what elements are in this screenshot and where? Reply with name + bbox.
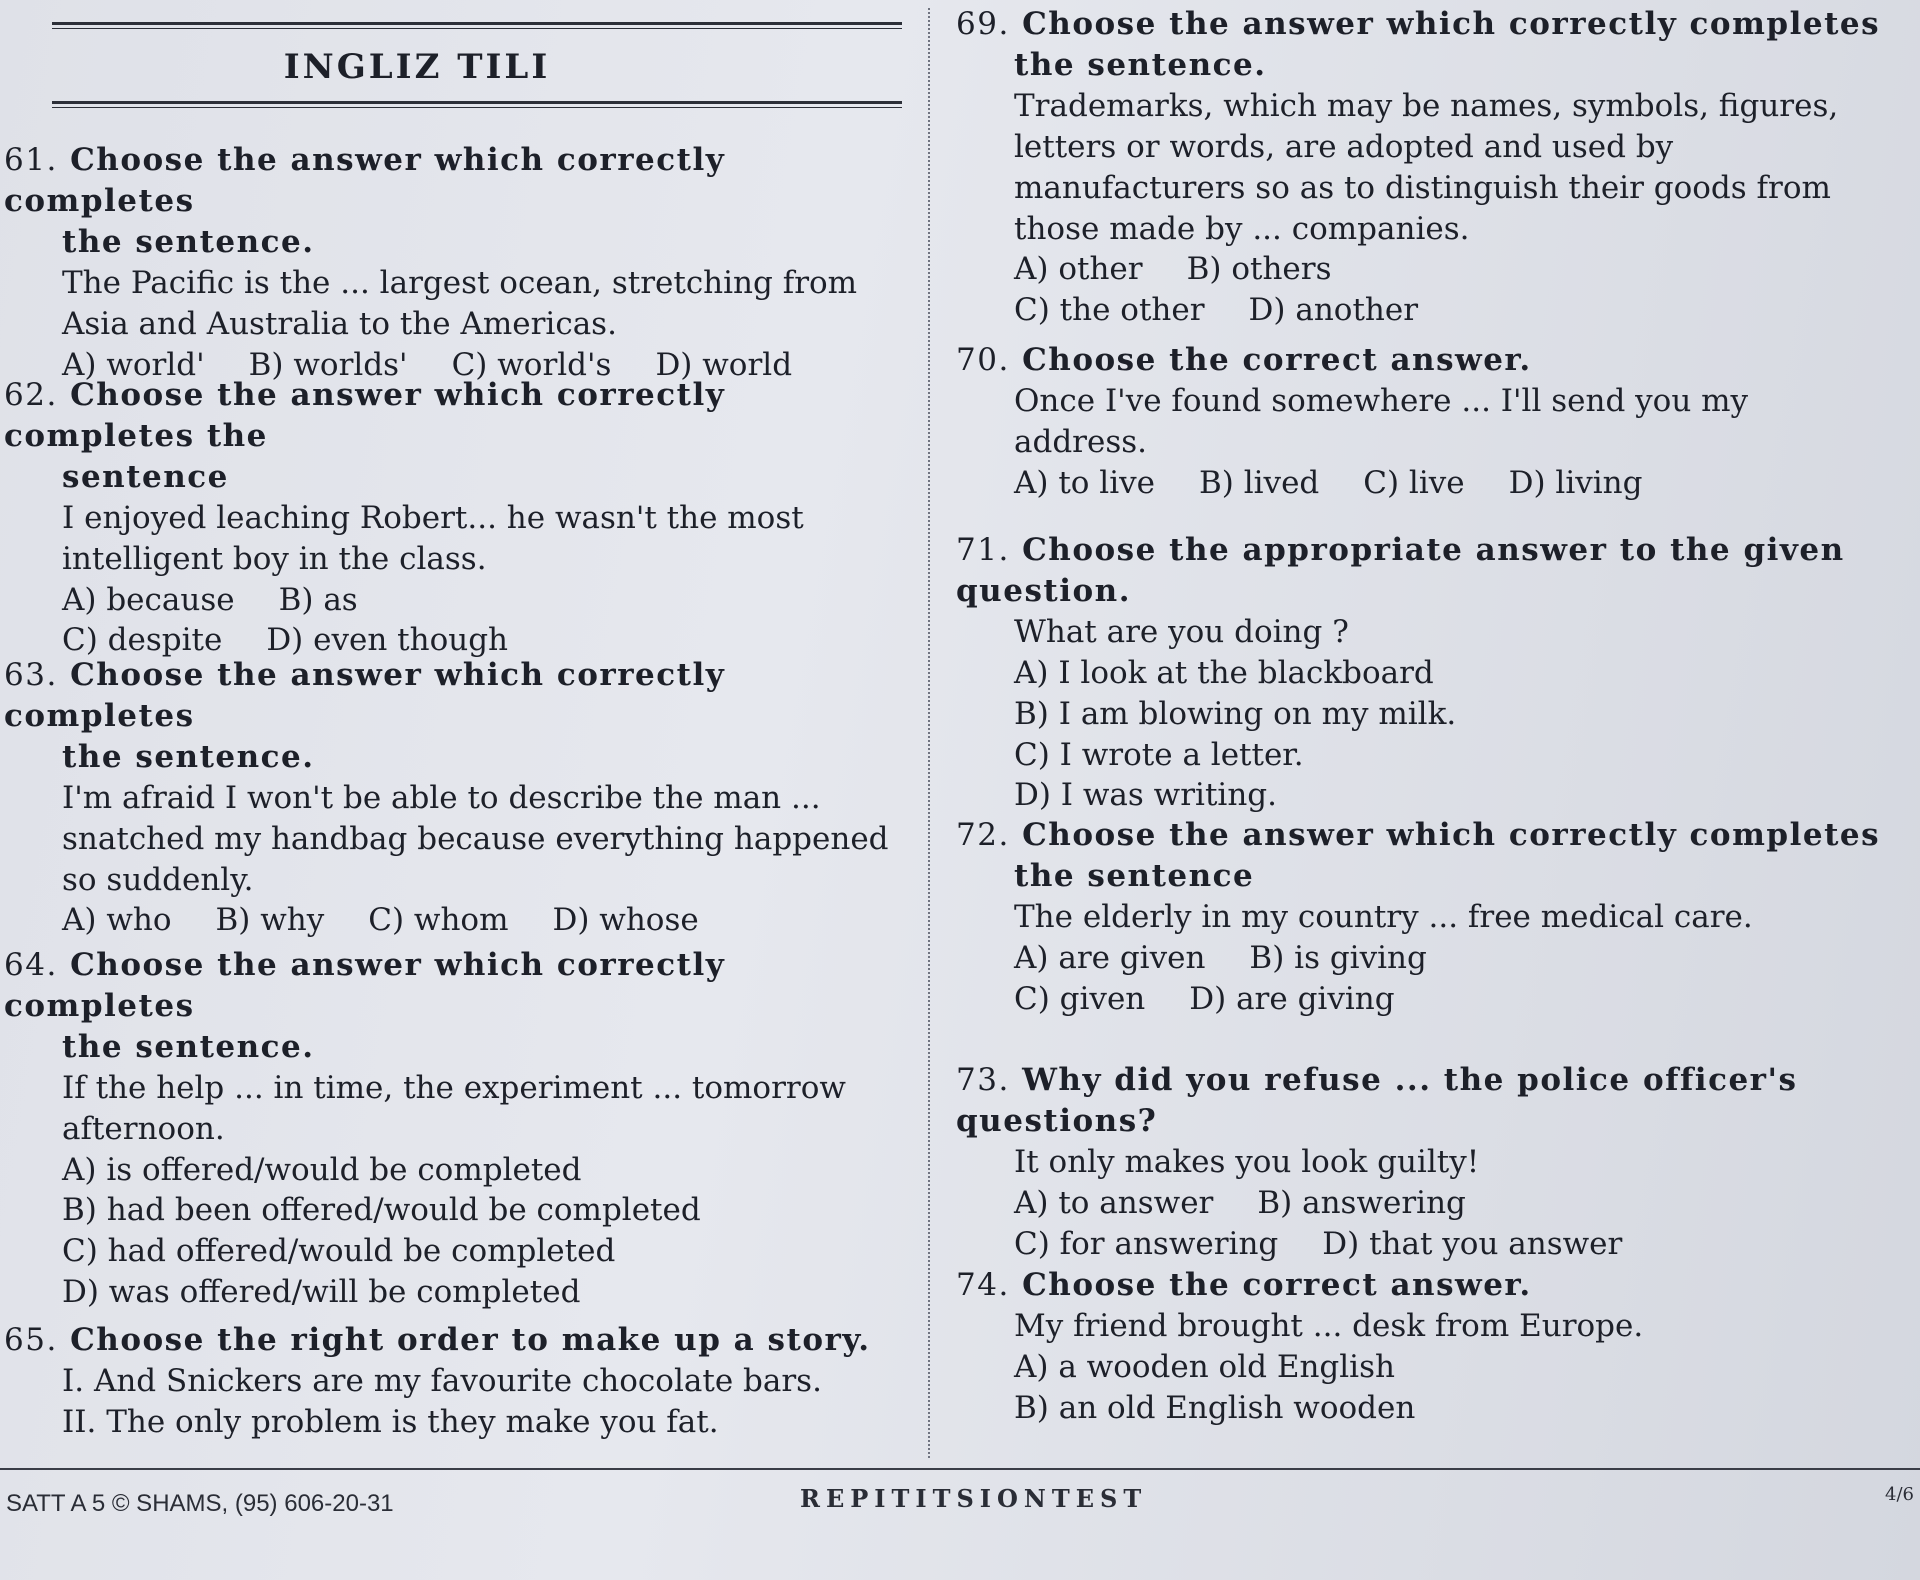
question-stem-line: those made by ... companies. — [1014, 210, 1470, 247]
answer-option[interactable]: A) who — [62, 902, 172, 939]
question-65 — [4, 1320, 894, 1443]
question-stem-line: I'm afraid I won't be able to describe the man ... — [62, 779, 821, 816]
question-prompt-continued: the sentence. — [62, 223, 315, 260]
question-stem-line: afternoon. — [62, 1110, 225, 1147]
answer-options-row — [956, 463, 1896, 504]
answer-option[interactable]: B) as — [278, 581, 358, 618]
answer-options-row — [956, 653, 1896, 694]
question-prompt — [956, 1060, 1896, 1142]
answer-options-row — [4, 1190, 894, 1231]
answer-option[interactable]: D) that you answer — [1322, 1225, 1623, 1262]
title-rule-top — [52, 22, 902, 29]
answer-option[interactable]: D) was offered/will be completed — [62, 1274, 581, 1311]
answer-options-row — [956, 1347, 1896, 1388]
question-stem-line: II. The only problem is they make you fat. — [62, 1403, 719, 1440]
answer-option[interactable]: B) why — [215, 902, 325, 939]
answer-option[interactable]: D) even though — [266, 622, 509, 659]
answer-option[interactable]: A) a wooden old English — [1014, 1348, 1395, 1385]
answer-options-row — [956, 1183, 1896, 1224]
question-prompt — [4, 1320, 894, 1361]
answer-option[interactable]: D) I was writing. — [1014, 777, 1277, 814]
question-73 — [956, 1060, 1896, 1265]
question-63 — [4, 655, 894, 941]
question-stem-line: Once I've found somewhere ... I'll send you my — [1014, 382, 1749, 419]
question-prompt-text: Choose the appropriate answer to the given question. — [956, 532, 1845, 609]
question-number: 62. — [4, 377, 58, 413]
title-block — [52, 22, 902, 108]
question-stem-line: Asia and Australia to the Americas. — [62, 305, 617, 342]
question-prompt — [4, 945, 894, 1027]
question-prompt-text: Choose the answer which correctly completes — [4, 657, 726, 734]
question-71 — [956, 530, 1896, 816]
question-74 — [956, 1265, 1896, 1429]
question-64 — [4, 945, 894, 1313]
question-stem-line: address. — [1014, 423, 1148, 460]
answer-option[interactable]: A) world' — [62, 346, 205, 383]
answer-options-row — [956, 249, 1896, 290]
answer-option[interactable]: C) live — [1363, 464, 1465, 501]
answer-options-row — [956, 938, 1896, 979]
answer-option[interactable]: C) whom — [368, 902, 509, 939]
answer-option[interactable]: D) another — [1248, 292, 1419, 329]
question-prompt — [956, 4, 1896, 45]
question-prompt-text: Choose the correct answer. — [1022, 342, 1532, 378]
question-prompt-continued: the sentence. — [1014, 46, 1267, 83]
question-prompt-text: Choose the answer which correctly completes — [4, 947, 726, 1024]
answer-option[interactable]: C) the other — [1014, 292, 1205, 329]
answer-options-row — [956, 694, 1896, 735]
answer-options-row — [956, 1388, 1896, 1429]
column-divider — [928, 8, 930, 1458]
question-number: 65. — [4, 1322, 58, 1358]
question-61 — [4, 140, 894, 385]
answer-option[interactable]: C) given — [1014, 980, 1146, 1017]
question-number: 71. — [956, 532, 1010, 568]
question-number: 74. — [956, 1267, 1010, 1303]
question-prompt-continued: sentence — [62, 458, 229, 495]
answer-option[interactable]: C) I wrote a letter. — [1014, 736, 1304, 773]
answer-option[interactable]: C) had offered/would be completed — [62, 1233, 616, 1270]
page-footer — [0, 1468, 1920, 1517]
question-stem-line: letters or words, are adopted and used by — [1014, 128, 1674, 165]
question-prompt-continued: the sentence — [1014, 857, 1255, 894]
question-stem-line: It only makes you look guilty! — [1014, 1143, 1480, 1180]
answer-option[interactable]: C) world's — [451, 346, 612, 383]
question-stem-line: so suddenly. — [62, 861, 254, 898]
answer-option[interactable]: A) because — [62, 581, 235, 618]
question-62 — [4, 375, 894, 661]
left-column — [0, 0, 915, 1460]
answer-options-row — [956, 290, 1896, 331]
answer-option[interactable]: B) an old English wooden — [1014, 1389, 1416, 1426]
question-stem-line: What are you doing ? — [1014, 613, 1349, 650]
question-number: 73. — [956, 1062, 1010, 1098]
question-number: 61. — [4, 142, 58, 178]
answer-option[interactable]: B) is giving — [1249, 939, 1427, 976]
answer-options-row — [956, 735, 1896, 776]
answer-option[interactable]: B) had been offered/would be completed — [62, 1192, 701, 1229]
question-number: 72. — [956, 817, 1010, 853]
question-70 — [956, 340, 1896, 504]
answer-options-row — [4, 1231, 894, 1272]
answer-option[interactable]: B) answering — [1257, 1184, 1466, 1221]
answer-option[interactable]: A) are given — [1014, 939, 1206, 976]
question-prompt — [956, 530, 1896, 612]
answer-option[interactable]: B) others — [1186, 251, 1332, 288]
question-prompt-text: Why did you refuse ... the police officer's questions? — [956, 1062, 1798, 1139]
answer-options-row — [4, 1272, 894, 1313]
question-prompt-text: Choose the right order to make up a story. — [70, 1322, 871, 1358]
question-69 — [956, 4, 1896, 331]
answer-option[interactable]: B) lived — [1199, 464, 1320, 501]
question-number: 70. — [956, 342, 1010, 378]
question-prompt — [956, 340, 1896, 381]
question-number: 64. — [4, 947, 58, 983]
question-number: 63. — [4, 657, 58, 693]
question-stem-line: Trademarks, which may be names, symbols, figures, — [1014, 87, 1839, 124]
answer-options-row — [4, 900, 894, 941]
question-stem-line: I. And Snickers are my favourite chocolate bars. — [62, 1362, 822, 1399]
question-stem-line: If the help ... in time, the experiment ... tomorrow — [62, 1069, 846, 1106]
footer-page-number: 4/6 — [1885, 1484, 1914, 1505]
answer-options-row — [956, 775, 1896, 816]
question-stem-line: The elderly in my country ... free medical care. — [1014, 898, 1753, 935]
footer-publisher: SATT A 5 © SHAMS, (95) 606-20-31 — [6, 1490, 394, 1517]
question-stem-line: manufacturers so as to distinguish their goods from — [1014, 169, 1831, 206]
question-stem-line: My friend brought ... desk from Europe. — [1014, 1307, 1644, 1344]
answer-option[interactable]: A) other — [1014, 251, 1143, 288]
answer-option[interactable]: A) to live — [1014, 464, 1155, 501]
answer-option[interactable]: C) for answering — [1014, 1225, 1279, 1262]
answer-options-row — [4, 580, 894, 621]
question-number: 69. — [956, 6, 1010, 42]
right-column — [940, 0, 1900, 1460]
answer-option[interactable]: D) world — [655, 346, 793, 383]
question-prompt — [956, 1265, 1896, 1306]
question-stem-line: I enjoyed leaching Robert... he wasn't the most — [62, 499, 804, 536]
question-stem-line: The Pacific is the ... largest ocean, stretching from — [62, 264, 858, 301]
question-prompt-text: Choose the answer which correctly completes the — [4, 377, 726, 454]
question-prompt — [4, 375, 894, 457]
question-prompt-text: Choose the correct answer. — [1022, 1267, 1532, 1303]
question-72 — [956, 815, 1896, 1020]
question-prompt-continued: the sentence. — [62, 1028, 315, 1065]
question-prompt — [4, 140, 894, 222]
footer-test-name: REPITITSIONTEST — [800, 1484, 1148, 1513]
question-stem-line: intelligent boy in the class. — [62, 540, 487, 577]
question-prompt-continued: the sentence. — [62, 738, 315, 775]
question-prompt — [956, 815, 1896, 856]
answer-option[interactable]: B) worlds' — [248, 346, 408, 383]
answer-option[interactable]: D) living — [1508, 464, 1643, 501]
answer-option[interactable]: B) I am blowing on my milk. — [1014, 695, 1457, 732]
title-rule-bottom — [52, 101, 902, 108]
question-prompt — [4, 655, 894, 737]
question-prompt-text: Choose the answer which correctly completes — [1022, 817, 1881, 853]
page-title: INGLIZ TILI — [283, 47, 551, 87]
answer-option[interactable]: D) are giving — [1189, 980, 1395, 1017]
answer-options-row — [956, 979, 1896, 1020]
answer-options-row — [956, 1224, 1896, 1265]
question-prompt-text: Choose the answer which correctly completes — [4, 142, 726, 219]
answer-option[interactable]: A) is offered/would be completed — [62, 1151, 582, 1188]
question-stem-line: snatched my handbag because everything happened — [62, 820, 889, 857]
answer-options-row — [4, 1150, 894, 1191]
answer-option[interactable]: D) whose — [552, 902, 699, 939]
question-prompt-text: Choose the answer which correctly completes — [1022, 6, 1881, 42]
answer-option[interactable]: C) despite — [62, 622, 223, 659]
answer-option[interactable]: A) to answer — [1014, 1184, 1214, 1221]
answer-option[interactable]: A) I look at the blackboard — [1014, 654, 1434, 691]
